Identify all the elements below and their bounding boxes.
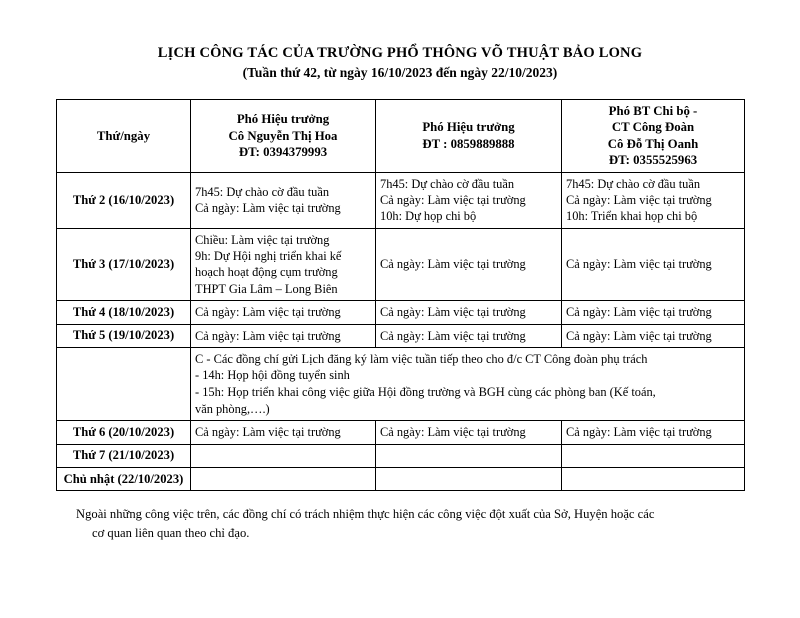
task-line: Cả ngày: Làm việc tại trường — [380, 425, 526, 440]
task-cell — [562, 421, 745, 444]
task-cell — [191, 444, 376, 467]
task-line: 10h: Dự họp chi bộ — [380, 209, 477, 224]
header-col3-line1: Phó BT Chi bộ - — [608, 104, 698, 118]
task-line: 10h: Triển khai họp chi bộ — [566, 209, 698, 224]
task-line: Cả ngày: Làm việc tại trường — [195, 328, 341, 343]
header-col1-line3: ĐT: 0394379993 — [238, 144, 328, 159]
header-col2-line1: Phó Hiệu trưởng — [422, 120, 515, 135]
task-line: 9h: Dự Hội nghị triển khai kế — [195, 249, 342, 263]
table-row — [57, 228, 745, 301]
header-col1-line2: Cô Nguyễn Thị Hoa — [228, 128, 338, 143]
header-row — [57, 100, 745, 173]
footer-note-line-1: Ngoài những công việc trên, các đồng chí có trách nhiệm thực hiện các công việc đột xuất của Sở, Huyện hoặc các — [76, 507, 655, 522]
header-col3-line4: ĐT: 0355525963 — [608, 153, 698, 168]
table-row — [57, 172, 745, 228]
task-cell — [376, 228, 562, 301]
footer-note-line-2: cơ quan liên quan theo chỉ đạo. — [92, 525, 250, 540]
task-line: văn phòng,….) — [195, 401, 270, 416]
header-day-label: Thứ/ngày — [96, 128, 151, 143]
task-cell — [191, 421, 376, 444]
task-line: Cả ngày: Làm việc tại trường — [380, 192, 526, 207]
task-line: Cả ngày: Làm việc tại trường — [566, 257, 712, 272]
task-cell — [191, 228, 376, 301]
task-line: Cả ngày: Làm việc tại trường — [380, 328, 526, 343]
schedule-table-wrapper — [56, 99, 744, 491]
task-line: Cả ngày: Làm việc tại trường — [566, 425, 712, 440]
document-subtitle: (Tuần thứ 42, từ ngày 16/10/2023 đến ngày 22/10/2023) — [242, 65, 558, 81]
task-cell — [376, 444, 562, 467]
task-line: Cả ngày: Làm việc tại trường — [380, 257, 526, 272]
task-cell — [562, 444, 745, 467]
footer-note — [64, 505, 736, 542]
task-line: - 15h: Họp triển khai công việc giữa Hội đồng trường và BGH cùng các phòng ban (Kế toán, — [195, 385, 656, 400]
day-label: Thứ 5 (19/10/2023) — [57, 324, 191, 347]
day-label: Thứ 4 (18/10/2023) — [57, 301, 191, 324]
header-col3-line2: CT Công Đoàn — [611, 120, 695, 135]
task-cell — [376, 421, 562, 444]
task-line: Cả ngày: Làm việc tại trường — [195, 201, 341, 216]
day-label: Thứ 6 (20/10/2023) — [57, 421, 191, 444]
table-row — [57, 444, 745, 467]
header-party-deputy-oanh — [562, 100, 745, 173]
task-line: 7h45: Dự chào cờ đầu tuần — [195, 184, 330, 199]
table-row — [57, 324, 745, 347]
header-vice-principal-hoa — [191, 100, 376, 173]
task-line: THPT Gia Lâm – Long Biên — [195, 281, 338, 296]
task-cell — [376, 324, 562, 347]
task-cell — [562, 324, 745, 347]
header-col3-line3: Cô Đỗ Thị Oanh — [607, 136, 699, 151]
task-cell — [191, 301, 376, 324]
header-col2-line2: ĐT : 0859889888 — [422, 136, 515, 151]
task-cell — [191, 172, 376, 228]
task-line: Chiều: Làm việc tại trường — [195, 232, 330, 247]
header-vice-principal-2 — [376, 100, 562, 173]
table-row-note — [57, 347, 745, 420]
weekly-note-cell — [191, 347, 745, 420]
task-line: Cả ngày: Làm việc tại trường — [566, 328, 712, 343]
schedule-table — [56, 99, 745, 491]
table-body — [57, 172, 745, 491]
task-cell — [562, 468, 745, 491]
day-label: Thứ 7 (21/10/2023) — [57, 444, 191, 467]
task-line: Cả ngày: Làm việc tại trường — [566, 305, 712, 320]
task-line: hoạch hoạt động cụm trường — [195, 265, 338, 280]
task-line: 7h45: Dự chào cờ đầu tuần — [380, 176, 515, 191]
header-day — [57, 100, 191, 173]
table-row — [57, 301, 745, 324]
day-label: Thứ 3 (17/10/2023) — [57, 228, 191, 301]
task-cell — [562, 172, 745, 228]
task-cell — [376, 172, 562, 228]
task-line: - 14h: Họp hội đồng tuyển sinh — [195, 368, 350, 383]
task-cell — [191, 468, 376, 491]
task-line: 7h45: Dự chào cờ đầu tuần — [566, 176, 701, 191]
task-line: Cả ngày: Làm việc tại trường — [195, 425, 341, 440]
header-col1-line1: Phó Hiệu trưởng — [236, 112, 330, 127]
task-line: Cả ngày: Làm việc tại trường — [566, 192, 712, 207]
table-row — [57, 421, 745, 444]
day-label-empty — [57, 347, 191, 420]
task-cell — [562, 301, 745, 324]
document-title: LỊCH CÔNG TÁC CỦA TRƯỜNG PHỔ THÔNG VÕ THUẬT BẢO LONG — [157, 45, 643, 61]
task-cell — [191, 324, 376, 347]
task-cell — [562, 228, 745, 301]
table-row — [57, 468, 745, 491]
task-cell — [376, 468, 562, 491]
task-cell — [376, 301, 562, 324]
task-line: Cả ngày: Làm việc tại trường — [195, 305, 341, 320]
task-line: C - Các đồng chí gửi Lịch đăng ký làm việc tuần tiếp theo cho đ/c CT Công đoàn phụ trách — [195, 351, 648, 366]
task-line: Cả ngày: Làm việc tại trường — [380, 305, 526, 320]
day-label: Thứ 2 (16/10/2023) — [57, 172, 191, 228]
table-head — [57, 100, 745, 173]
title-block — [0, 0, 800, 82]
day-label: Chủ nhật (22/10/2023) — [57, 468, 191, 491]
